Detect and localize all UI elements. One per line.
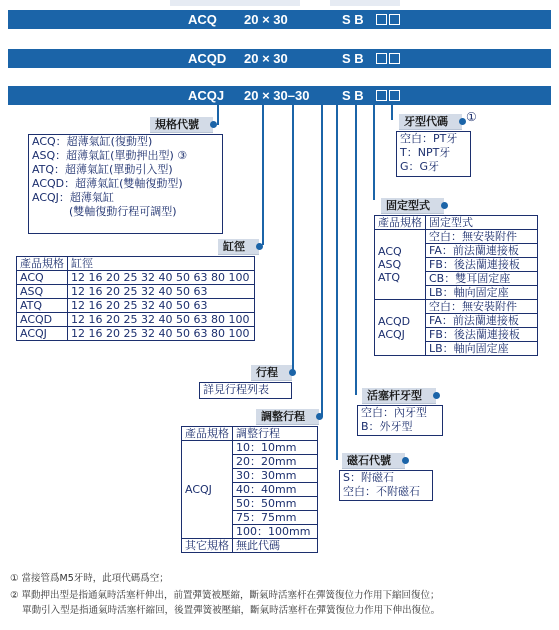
model-bar-acqj	[8, 86, 551, 105]
spec-code-item: ASQ：超薄氣缸(單動押出型) ③	[32, 149, 188, 162]
bore-table	[16, 256, 255, 341]
table-row: ATQ 12 16 20 25 32 40 50 63	[17, 299, 255, 313]
connector	[355, 105, 357, 395]
connector	[262, 105, 264, 245]
thread-box: 空白：PT牙 T：NPT牙 G：G牙	[396, 131, 471, 177]
model-bar-acq	[8, 10, 551, 29]
spec-code-item: (雙軸復動行程可調型)	[69, 205, 177, 218]
top-strip	[170, 0, 300, 6]
connector	[336, 105, 338, 460]
table-row: ACQ 12 16 20 25 32 40 50 63 80 100	[17, 271, 255, 285]
note-1: ① 當接管爲M5牙時，此項代碼爲空；	[10, 573, 169, 584]
rod-header: 活塞杆牙型	[362, 388, 436, 404]
adjust-header: 調整行程	[256, 409, 319, 425]
bar-size: 20 × 30	[244, 51, 288, 66]
table-row: CB：雙耳固定座	[375, 272, 538, 286]
bar-code: S B	[342, 12, 364, 27]
model-bar-acqd	[8, 49, 551, 68]
bar-model: ACQJ	[188, 88, 225, 103]
spec-code-box	[28, 134, 223, 234]
mount-models: ACQD ACQJ	[375, 300, 426, 356]
table-row: ACQD ACQJ 空白：無安裝附件	[375, 300, 538, 314]
bar-model: ACQD	[188, 51, 227, 66]
adjust-table	[181, 426, 318, 553]
table-row: 40：40mm	[182, 483, 318, 497]
bore-header: 缸徑	[218, 239, 259, 255]
bore-col-header: 產品規格	[17, 257, 68, 271]
table-row: FA：前法蘭連接板	[375, 314, 538, 328]
spec-code-item: ACQD：超薄氣缸(雙軸復動型)	[32, 177, 183, 190]
bar-code: S B	[342, 51, 364, 66]
adjust-col-header: 產品規格	[182, 427, 233, 441]
note-3: 單動引入型是指通氣時活塞杆縮回，後置彈簧被壓縮，斷氣時活塞杆在彈簧復位力作用下伸出復位。	[10, 605, 441, 616]
spec-code-header: 規格代號	[150, 117, 213, 133]
connector	[217, 105, 219, 125]
table-row: ACQD 12 16 20 25 32 40 50 63 80 100	[17, 313, 255, 327]
table-row: LB：軸向固定座	[375, 286, 538, 300]
adjust-model: ACQJ	[182, 441, 233, 539]
table-row: 50：50mm	[182, 497, 318, 511]
note-2: ② 單動押出型是指通氣時活塞杆伸出，前置彈簧被壓縮，斷氣時活塞杆在彈簧復位力作用下縮回復位；	[10, 590, 440, 601]
mount-header: 固定型式	[381, 198, 444, 214]
connector	[391, 105, 393, 120]
bore-col-header: 缸徑	[68, 257, 255, 271]
table-row: ACQJ 12 16 20 25 32 40 50 63 80 100	[17, 327, 255, 341]
stroke-box	[199, 382, 292, 399]
table-row: FB：後法蘭連接板	[375, 258, 538, 272]
spec-code-item: ACQ：超薄氣缸(復動型)	[32, 135, 153, 148]
bar-model: ACQ	[188, 12, 217, 27]
mount-models: ACQ ASQ ATQ	[375, 230, 426, 300]
table-row: FB：後法蘭連接板	[375, 328, 538, 342]
table-row: 20：20mm	[182, 455, 318, 469]
thread-header: 牙型代碼	[399, 114, 462, 130]
magnet-header: 磁石代號	[342, 453, 405, 469]
stroke-text: 詳見行程列表	[203, 383, 269, 396]
table-row: ACQ ASQ ATQ 空白：無安裝附件	[375, 230, 538, 244]
table-row: ACQJ 10：10mm	[182, 441, 318, 455]
bar-code: S B	[342, 88, 364, 103]
connector	[373, 105, 375, 200]
spec-code-item: ATQ：超薄氣缸(單動引入型)	[32, 163, 173, 176]
table-row: 其它規格 無此代碼	[182, 539, 318, 553]
mount-table: 產品規格 固定型式 ACQ ASQ ATQ 空白：無安裝附件 FA：前法蘭連接板 FB：後法蘭連接板 CB：雙耳固定座 LB：軸向固定座 ACQD ACQJ 空白：無安裝附件 FA：前法蘭連接板 FB：後法蘭連接板 LB：軸向固定座	[374, 215, 538, 356]
table-row: 100：100mm	[182, 525, 318, 539]
connector	[292, 105, 294, 373]
magnet-box: S：附磁石 空白：不附磁石	[339, 470, 433, 501]
table-row: ASQ 12 16 20 25 32 40 50 63	[17, 285, 255, 299]
bar-size: 20 × 30	[244, 12, 288, 27]
rod-box: 空白：內牙型 B：外牙型	[357, 405, 443, 436]
table-row: 75：75mm	[182, 511, 318, 525]
stroke-header: 行程	[251, 365, 292, 381]
table-row: LB：軸向固定座	[375, 342, 538, 356]
table-row: FA：前法蘭連接板	[375, 244, 538, 258]
table-row: 30：30mm	[182, 469, 318, 483]
adjust-col-header: 調整行程	[233, 427, 318, 441]
connector	[321, 105, 323, 417]
top-strip	[330, 0, 400, 6]
spec-code-item: ACQJ：超薄氣缸	[32, 191, 114, 204]
footnote-mark: ①	[466, 110, 477, 124]
bar-size: 20 × 30–30	[244, 88, 310, 103]
